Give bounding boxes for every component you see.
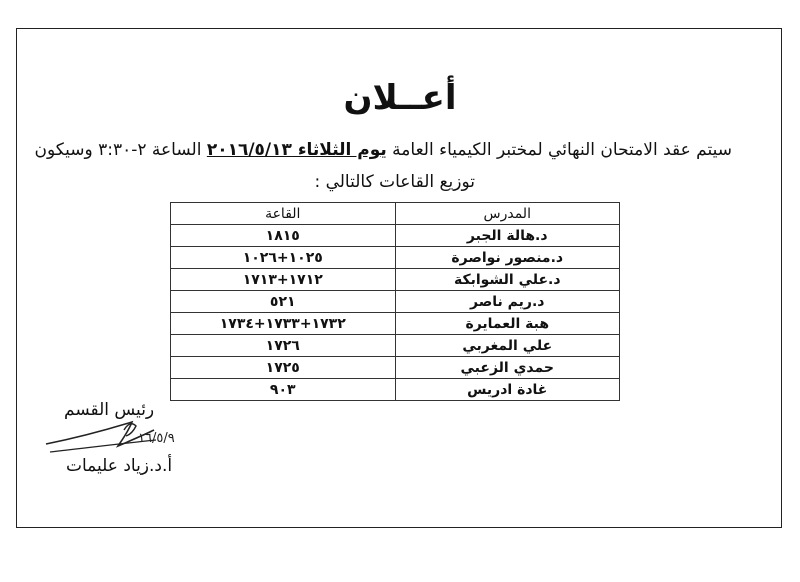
teacher-cell: هبة العمايرة (395, 313, 620, 335)
teacher-cell: غادة ادريس (395, 379, 620, 401)
handwritten-date: ١٦/٥/٩ (138, 431, 175, 446)
teacher-cell: د.منصور نواصرة (395, 247, 620, 269)
room-distribution-table (170, 202, 620, 401)
announcement-line-1 (34, 140, 732, 160)
header-teacher: المدرس (395, 203, 620, 225)
teacher-cell: د.هالة الجبر (395, 225, 620, 247)
table-header-row (171, 203, 620, 225)
room-cell: ١٧٢٦ (171, 335, 396, 357)
announcement-line-2: توزيع القاعات كالتالي : (314, 172, 475, 192)
table-row (171, 357, 620, 379)
teacher-cell: علي المغربي (395, 335, 620, 357)
announcement-text-before: سيتم عقد الامتحان النهائي لمختبر الكيمياء العامة (386, 140, 732, 160)
signature-title: رئيس القسم (64, 400, 155, 420)
room-cell: ٩٠٣ (171, 379, 396, 401)
table-row (171, 313, 620, 335)
table-row (171, 225, 620, 247)
room-cell: ٥٢١ (171, 291, 396, 313)
signature-name: أ.د.زياد عليمات (66, 456, 173, 476)
announcement-exam-date: يوم الثلاثاء ٢٠١٦/٥/١٣ (206, 140, 387, 160)
table-row (171, 291, 620, 313)
room-cell: ١٧٣٢+١٧٣٣+١٧٣٤ (171, 313, 396, 335)
header-room: القاعة (171, 203, 396, 225)
room-cell: ١٧١٢+١٧١٣ (171, 269, 396, 291)
table-row (171, 269, 620, 291)
table-row (171, 335, 620, 357)
room-cell: ١٧٢٥ (171, 357, 396, 379)
teacher-cell: حمدي الزعبي (395, 357, 620, 379)
teacher-cell: د.علي الشوابكة (395, 269, 620, 291)
room-cell: ١٨١٥ (171, 225, 396, 247)
table-body (171, 225, 620, 401)
announcement-text-after: الساعة ٢-٣:٣٠ وسيكون (34, 140, 207, 160)
room-cell: ١٠٢٥+١٠٢٦ (171, 247, 396, 269)
announcement-heading: أعــلان (343, 78, 457, 118)
table-row (171, 379, 620, 401)
teacher-cell: د.ريم ناصر (395, 291, 620, 313)
table-row (171, 247, 620, 269)
